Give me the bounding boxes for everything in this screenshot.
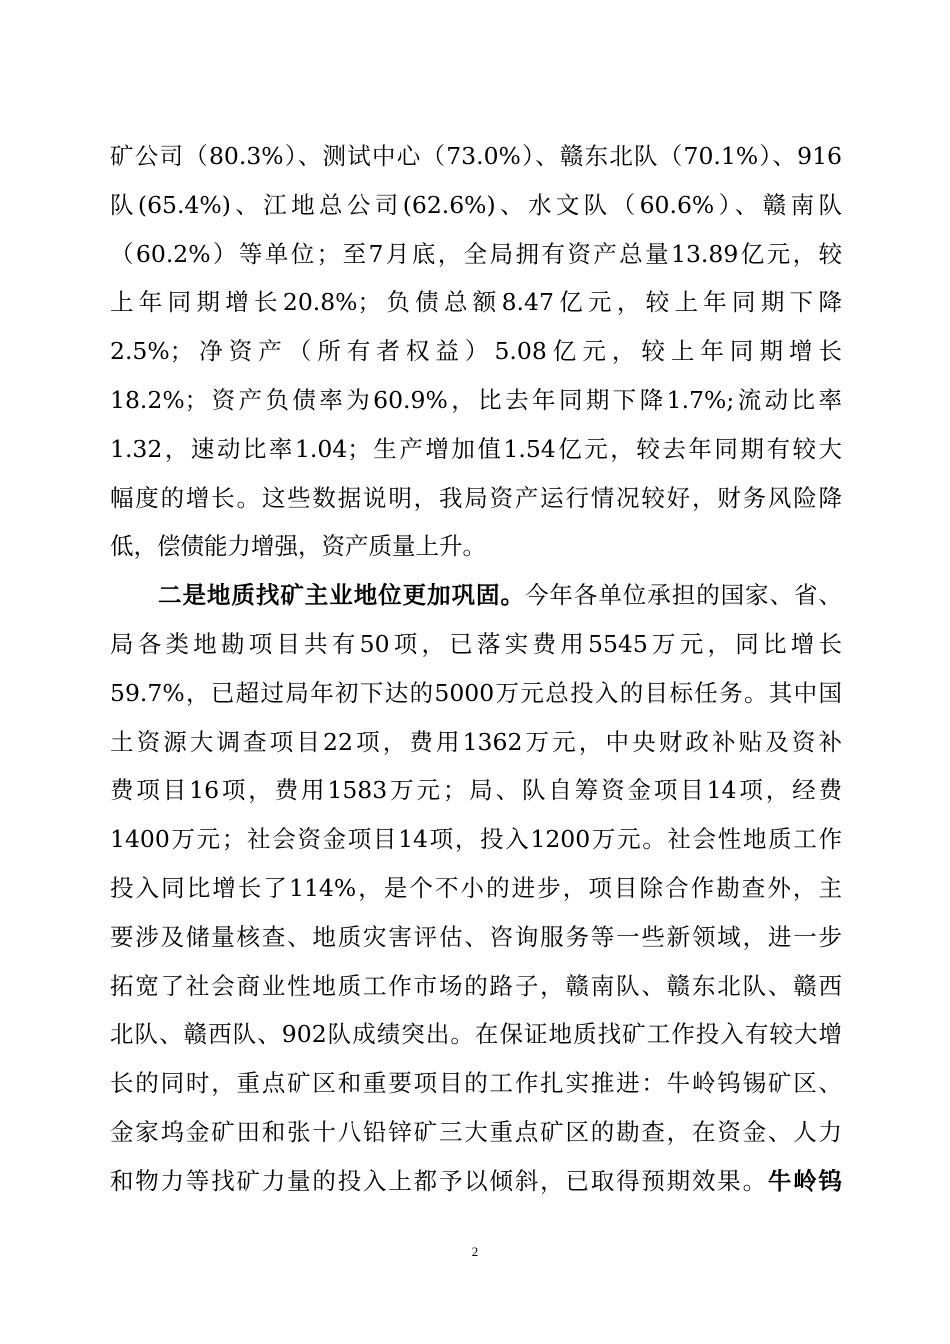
- body-text: 幅度的增长。这些数据说明，我局资产运行情况较好，财务风险降: [110, 483, 842, 512]
- text-line: [110, 278, 842, 327]
- bold-heading-text: 牛岭钨: [767, 1166, 843, 1195]
- text-line: [110, 425, 842, 474]
- body-text: 要涉及储量核查、地质灾害评估、咨询服务等一些新领域，进一步: [110, 922, 842, 951]
- body-text: 金家坞金矿田和张十八铅锌矿三大重点矿区的勘查，在资金、人力: [110, 1117, 842, 1146]
- text-line: [110, 718, 842, 767]
- text-line: [110, 474, 842, 523]
- text-line: [110, 815, 842, 864]
- text-line: [110, 1059, 842, 1108]
- body-text: 土资源大调查项目22项，费用1362万元，中央财政补贴及资补: [110, 727, 842, 756]
- text-line: [110, 766, 842, 815]
- text-line: [110, 181, 842, 230]
- body-text: 矿公司（80.3%）、测试中心（73.0%）、赣东北队（70.1%）、916: [110, 142, 842, 170]
- paragraph-first-line: [110, 571, 842, 620]
- text-line: [110, 376, 842, 425]
- body-text: 上年同期增长20.8%；负债总额8.47亿元，较上年同期下降: [110, 288, 842, 317]
- body-text: 拓宽了社会商业性地质工作市场的路子，赣南队、赣东北队、赣西: [110, 971, 842, 1000]
- body-text: 费项目16项，费用1583万元；局、队自筹资金项目14项，经费: [110, 776, 842, 805]
- text-line: [110, 230, 842, 279]
- body-text: 队(65.4%)、江地总公司(62.6%)、水文队（60.6%）、赣南队: [110, 190, 842, 219]
- body-text: 1.32，速动比率1.04；生产增加值1.54亿元，较去年同期有较大: [110, 434, 842, 463]
- text-line: [110, 132, 842, 181]
- text-line: [110, 913, 842, 962]
- text-line: [110, 1108, 842, 1157]
- page-number: 2: [471, 1244, 479, 1259]
- text-line: [110, 669, 842, 718]
- body-text: 今年各单位承担的国家、省、: [524, 581, 843, 610]
- body-text: 投入同比增长了114%，是个不小的进步，项目除合作勘查外，主: [110, 873, 842, 902]
- body-text: 18.2%；资产负债率为60.9%，比去年同期下降1.7%;流动比率: [110, 385, 842, 414]
- text-line: [110, 1157, 842, 1206]
- body-text: 2.5%；净资产（所有者权益）5.08亿元，较上年同期增长: [110, 337, 842, 366]
- text-line: [110, 327, 842, 376]
- body-text: 59.7%，已超过局年初下达的5000万元总投入的目标任务。其中国: [110, 678, 842, 707]
- text-line: [110, 864, 842, 913]
- document-body: [110, 132, 842, 1206]
- body-text: 北队、赣西队、902队成绩突出。在保证地质找矿工作投入有较大增: [110, 1020, 842, 1049]
- text-line: [110, 962, 842, 1011]
- body-text: 局各类地勘项目共有50项，已落实费用5545万元，同比增长: [110, 629, 842, 658]
- text-line: [110, 1010, 842, 1059]
- body-text: （60.2%）等单位；至7月底，全局拥有资产总量13.89亿元，较: [110, 239, 842, 268]
- body-text: 长的同时，重点矿区和重要项目的工作扎实推进：牛岭钨锡矿区、: [110, 1069, 842, 1098]
- text-line: [110, 522, 842, 571]
- body-text: 和物力等找矿力量的投入上都予以倾斜，已取得预期效果。: [110, 1166, 768, 1195]
- body-text: 1400万元；社会资金项目14项，投入1200万元。社会性地质工作: [110, 825, 842, 854]
- text-line: [110, 620, 842, 669]
- bold-heading-text: 二是地质找矿主业地位更加巩固。: [158, 581, 525, 610]
- body-text: 低，偿债能力增强，资产质量上升。: [110, 532, 486, 561]
